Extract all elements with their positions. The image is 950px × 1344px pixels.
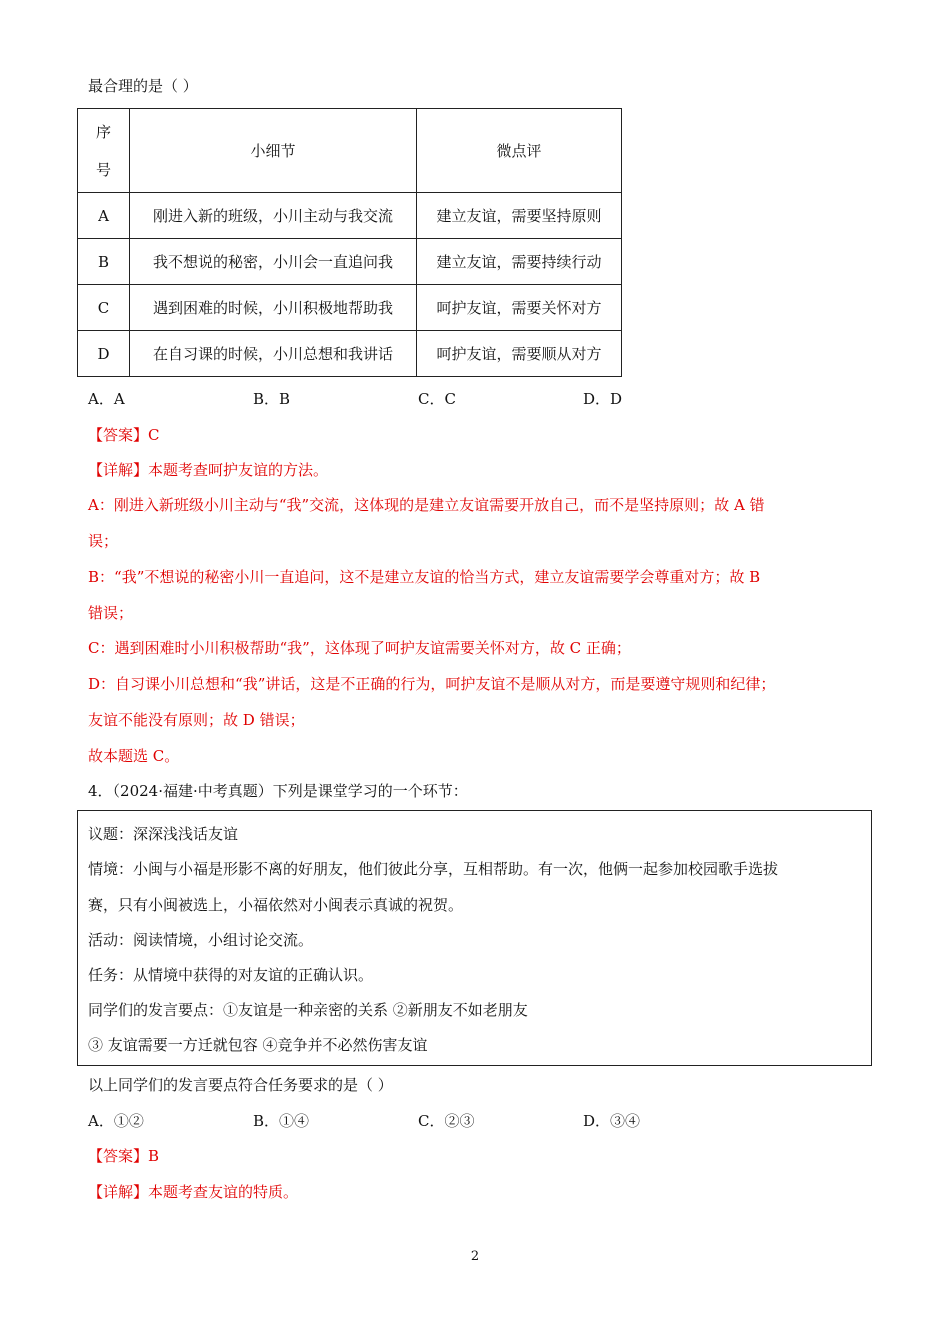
q4-question: 以上同学们的发言要点符合任务要求的是（ ）: [88, 1076, 393, 1094]
q3-answer: 【答案】C: [88, 426, 160, 444]
q3-table: [77, 108, 622, 377]
q3-explain-line: A：刚进入新班级小川主动与“我”交流，这体现的是建立友谊需要开放自己，而不是坚持原则；故 A 错: [88, 496, 765, 514]
q3-option-d: D．D: [583, 390, 623, 408]
box-line: ③ 友谊需要一方迁就包容 ④竞争并不必然伤害友谊: [88, 1036, 428, 1054]
header-seq: [78, 109, 130, 193]
box-line: 同学们的发言要点：①友谊是一种亲密的关系 ②新朋友不如老朋友: [88, 1001, 528, 1019]
header-seq-1: 序: [95, 122, 111, 141]
box-line: 活动：阅读情境，小组讨论交流。: [88, 931, 314, 949]
q4-explain: 【详解】本题考查友谊的特质。: [88, 1183, 299, 1201]
q3-option-c: C．C: [418, 390, 456, 408]
q3-explain-line: 【详解】本题考查呵护友谊的方法。: [88, 461, 329, 479]
q4-stem: 4．（2024·福建·中考真题）下列是课堂学习的一个环节：: [88, 782, 468, 800]
table-header-row: [78, 109, 622, 193]
row-comment: 建立友谊，需要坚持原则: [417, 193, 622, 239]
q3-explain-line: 故本题选 C。: [88, 747, 180, 765]
table-row: [78, 239, 622, 285]
q4-option-d: D．③④: [583, 1112, 641, 1130]
q3-stem-tail: 最合理的是（ ）: [88, 77, 198, 95]
page-number: 2: [470, 1249, 480, 1264]
q3-explain-line: B：“我”不想说的秘密小川一直追问，这不是建立友谊的恰当方式，建立友谊需要学会尊重对方；故 B: [88, 568, 761, 586]
table-row: [78, 331, 622, 377]
row-seq: C: [78, 285, 130, 331]
row-comment: 呵护友谊，需要关怀对方: [417, 285, 622, 331]
q4-option-b: B．①④: [253, 1112, 310, 1130]
header-detail: 小细节: [130, 109, 417, 193]
q4-scenario-box: [77, 810, 872, 1066]
row-seq: D: [78, 331, 130, 377]
row-detail: 遇到困难的时候，小川积极地帮助我: [130, 285, 417, 331]
q3-option-a: A．A: [88, 390, 125, 408]
box-line: 赛，只有小闽被选上，小福依然对小闽表示真诚的祝贺。: [88, 896, 464, 914]
row-seq: B: [78, 239, 130, 285]
box-line: 任务：从情境中获得的对友谊的正确认识。: [88, 966, 374, 984]
table-row: [78, 193, 622, 239]
row-detail: 我不想说的秘密，小川会一直追问我: [130, 239, 417, 285]
row-comment: 建立友谊，需要持续行动: [417, 239, 622, 285]
q3-explain-line: 错误；: [88, 604, 134, 622]
q4-option-a: A．①②: [88, 1112, 144, 1130]
q3-explain-line: 友谊不能没有原则；故 D 错误；: [88, 711, 305, 729]
q4-option-c: C．②③: [418, 1112, 475, 1130]
q3-explain-line: C：遇到困难时小川积极帮助“我”，这体现了呵护友谊需要关怀对方，故 C 正确；: [88, 639, 631, 657]
header-seq-2: 号: [95, 160, 111, 179]
header-comment: 微点评: [417, 109, 622, 193]
q4-answer: 【答案】B: [88, 1147, 160, 1165]
box-line: 情境：小闽与小福是形影不离的好朋友，他们彼此分享，互相帮助。有一次，他俩一起参加校园歌手选拔: [88, 860, 779, 878]
row-seq: A: [78, 193, 130, 239]
q3-explain-line: 误；: [88, 532, 119, 550]
table-row: [78, 285, 622, 331]
row-comment: 呵护友谊，需要顺从对方: [417, 331, 622, 377]
q3-option-b: B．B: [253, 390, 291, 408]
row-detail: 在自习课的时候，小川总想和我讲话: [130, 331, 417, 377]
box-line: 议题：深深浅浅话友谊: [88, 825, 239, 843]
q3-explain-line: D：自习课小川总想和“我”讲话，这是不正确的行为，呵护友谊不是顺从对方，而是要遵守规则和纪律；: [88, 675, 776, 693]
row-detail: 刚进入新的班级，小川主动与我交流: [130, 193, 417, 239]
